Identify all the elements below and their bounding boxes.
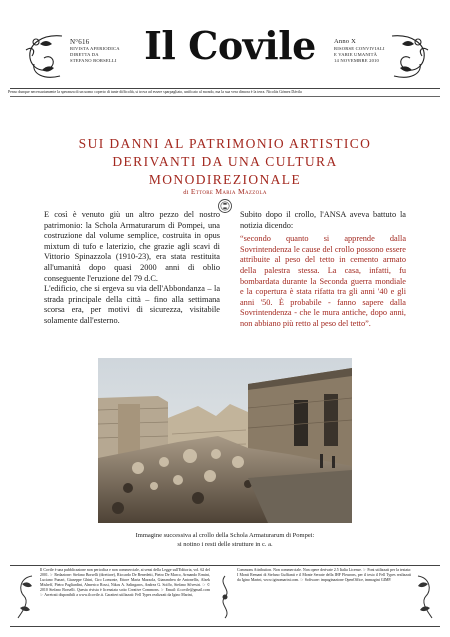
masthead-left-line2: DIRETTA DA: [70, 52, 99, 57]
article-column-right: [240, 210, 406, 330]
article-byline: [60, 187, 390, 196]
masthead-left: [70, 38, 130, 64]
footer-left-ornament-icon: [14, 572, 36, 622]
masthead-left-line3: STEFANO BORSELLI: [70, 58, 117, 63]
footer-rule: [10, 565, 440, 566]
article-paragraph: Subito dopo il crollo, l'ANSA aveva battuto la notizia dicendo:: [240, 210, 406, 230]
masthead-rule-bottom: [10, 96, 440, 97]
article-title-line: SUI DANNI AL PATRIMONIO ARTISTICO: [78, 136, 372, 151]
masthead-right-line2: E VARIE UMANITÀ: [334, 52, 378, 57]
footer-right-ornament-icon: [414, 572, 436, 622]
caption-line: Immagine successiva al crollo della Schola Armaturarum di Pompei:: [135, 532, 315, 539]
footer-colophon-right: Commons Attribution. Non commerciale. Non opere derivate 2.5 Italia License. ☞ Font utilizzati per la testata: I Monti Remani di Stefano Guffianti e il Monte Serrate della IHF Fleurons, per il testo il Fell Types realizzati da Igino Marini, www.iginomarini.com. ☞ Software: impaginazione OpenOffice, immagini GIMP.: [237, 568, 411, 583]
tagline-text: Penso dunque necessariamente la speranza di un uomo coperto di tante difficoltà, si trova ad essere sparpagliato, unificato al mondo, ma la sua vera dimora è la terra. Nicolás Gómez Dávila: [8, 90, 302, 94]
article-title: [60, 135, 390, 189]
masthead-tagline: [8, 90, 442, 95]
masthead-date: 14 NOVEMBRE 2010: [334, 58, 380, 63]
collapse-photo: [98, 358, 352, 523]
article-title-line: DERIVANTI DA UNA CULTURA: [112, 154, 338, 169]
masthead-right-line1: RISORSE CONVIVIALI: [334, 46, 385, 51]
footer-center-ornament-icon: [214, 572, 236, 622]
footer-colophon-left: Il Covile è una pubblicazione non periodica e non commerciale, ai sensi della Legge sull'Editoria, vol. 62 del 2001. ☞ Redazione: Stefano Borselli (direttore), Riccardo De Benedetti, Pietro De Marco, Armando Ermini, Luciano Funari, Giuseppe Ghini, Ciro Lomonte, Ettore Maria Mazzola, Gianandrea de Antonellis, Alzek Misheff, Pietro Pagliardini, Almerico Rossi, Nikos A. Salingaros, Andrea G. Sciffo, Stefano Silvestri. ☞ © 2010 Stefano Borselli. Questa rivista è licenziata sotto Creative Commons. ☞ Email: il.covile@gmail.com ☞ Arretrati disponibili a www.ilcovile.it. Caratteri utilizzati: Fell Types realizzati da Igino Marini,: [40, 568, 210, 598]
masthead-left-line1: RIVISTA AFERIODICA: [70, 46, 120, 51]
left-ornament-icon: [22, 30, 66, 82]
article-column-left: [44, 210, 220, 327]
right-ornament-icon: [388, 30, 432, 82]
caption-line: si notino i resti delle strutture in c. a.: [177, 540, 273, 548]
photo-caption: [90, 532, 360, 549]
year-label: Anno X: [334, 38, 356, 45]
masthead-title: Il Covile: [144, 23, 316, 68]
byline-prefix: di: [183, 189, 189, 196]
article-title-line: MONODIREZIONALE: [148, 172, 302, 187]
footer-rule-bottom: [10, 626, 440, 627]
article-paragraph: L'edificio, che si ergeva su via dell'Abbondanza – la strada principale della città – fino alla settimana scorsa era, per motivi di sicurezza, visitabile solamente dall'esterno.: [44, 284, 220, 325]
author-name: Ettore Maria Mazzola: [190, 187, 267, 196]
masthead-rule: [10, 88, 440, 89]
ansa-quote: “secondo quanto si apprende dalla Sovrintendenza le cause del crollo possono essere attribuite al peso del tetto in cemento armato della palestra stessa. La casa, infatti, fu bombardata durante la Seconda guerra mondiale e la copertura è stata rifatta tra gli anni '40 e gli anni '50. È probabile - fanno sapere dalla Sovrintendenza - che le mura antiche, dopo anni, non abbiano più retto al peso del tetto”.: [240, 234, 406, 328]
article-paragraph: E così è venuto giù un altro pezzo del nostro patrimonio: la Schola Armaturarum di Pompei, una costruzione dal volume semplice, costruita in opus mixtum di tufo e laterizio, che grazie agli scavi di Vittorio Spinazzola (1910-23), era stata restituita all'umanità dopo quasi 2000 anni di oblio conseguente l'eruzione del 79 d.C.: [44, 210, 220, 283]
issue-number: N°616: [70, 38, 90, 46]
